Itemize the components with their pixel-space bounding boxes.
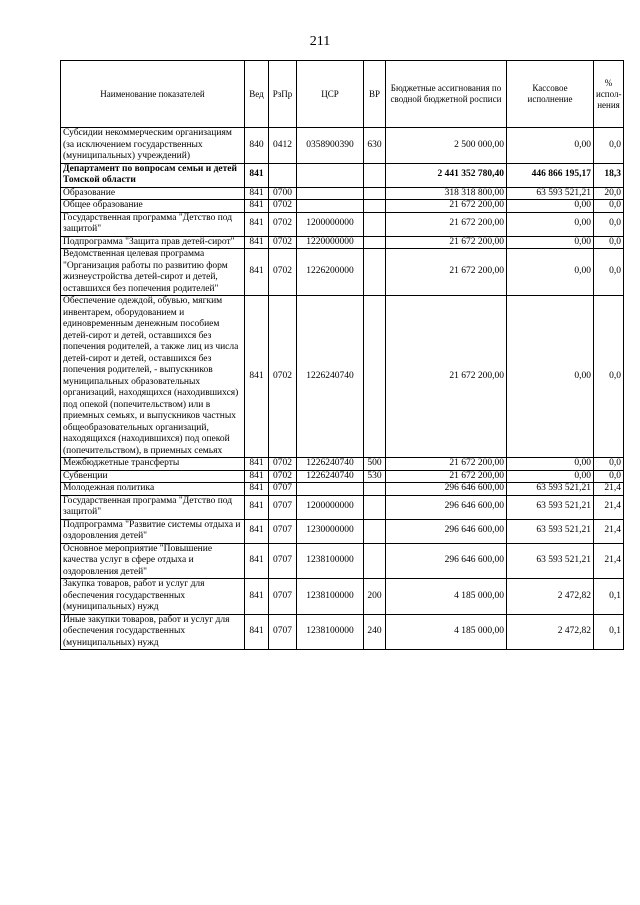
row-ved-cell: 841	[245, 483, 269, 496]
row-csr-cell: 1238100000	[297, 579, 364, 615]
row-name-cell: Государственная программа "Детство под защитой"	[61, 212, 245, 236]
budget-execution-table	[60, 60, 624, 650]
row-rzpr-cell: 0702	[269, 200, 297, 213]
row-ved-cell: 841	[245, 614, 269, 650]
row-vr-cell: 200	[364, 579, 386, 615]
row-cash-cell: 0,00	[507, 296, 594, 458]
row-csr-cell	[297, 187, 364, 200]
row-budget-cell: 21 672 200,00	[386, 296, 507, 458]
row-ved-cell: 841	[245, 200, 269, 213]
row-cash-cell: 63 593 521,21	[507, 543, 594, 579]
row-pct-cell: 0,0	[594, 236, 624, 249]
table-row	[61, 483, 624, 496]
row-pct-cell: 20,0	[594, 187, 624, 200]
row-pct-cell: 18,3	[594, 163, 624, 187]
row-vr-cell: 500	[364, 458, 386, 471]
row-csr-cell: 1226240740	[297, 470, 364, 483]
row-rzpr-cell: 0707	[269, 519, 297, 543]
row-rzpr-cell: 0700	[269, 187, 297, 200]
page-number: 211	[309, 34, 331, 49]
row-name-cell: Ведомственная целевая программа "Организация работы по развитию форм жизнеустройства детей-сирот и детей, оставшихся без попечения родителей"	[61, 249, 245, 296]
row-vr-cell	[364, 519, 386, 543]
row-vr-cell	[364, 495, 386, 519]
row-csr-cell: 1226240740	[297, 296, 364, 458]
table-row	[61, 470, 624, 483]
row-name-cell: Образование	[61, 187, 245, 200]
row-cash-cell: 63 593 521,21	[507, 495, 594, 519]
row-cash-cell: 0,00	[507, 200, 594, 213]
table-row	[61, 212, 624, 236]
row-name-cell: Субвенции	[61, 470, 245, 483]
row-ved-cell: 841	[245, 236, 269, 249]
row-vr-cell: 530	[364, 470, 386, 483]
row-name-cell: Молодежная политика	[61, 483, 245, 496]
row-vr-cell	[364, 212, 386, 236]
table-row	[61, 187, 624, 200]
row-budget-cell: 21 672 200,00	[386, 470, 507, 483]
row-rzpr-cell: 0702	[269, 212, 297, 236]
table-row	[61, 296, 624, 458]
row-csr-cell: 1230000000	[297, 519, 364, 543]
table-row	[61, 458, 624, 471]
table-row	[61, 519, 624, 543]
row-pct-cell: 0,0	[594, 200, 624, 213]
row-ved-cell: 841	[245, 519, 269, 543]
row-cash-cell: 0,00	[507, 458, 594, 471]
header-budget: Бюджетные ассигнования по сводной бюджетной росписи	[386, 61, 507, 128]
table-row	[61, 128, 624, 164]
row-vr-cell	[364, 200, 386, 213]
row-vr-cell	[364, 483, 386, 496]
row-csr-cell: 1226200000	[297, 249, 364, 296]
row-budget-cell: 21 672 200,00	[386, 458, 507, 471]
row-budget-cell: 2 441 352 780,40	[386, 163, 507, 187]
row-ved-cell: 841	[245, 458, 269, 471]
table-row	[61, 163, 624, 187]
row-vr-cell: 240	[364, 614, 386, 650]
row-csr-cell	[297, 483, 364, 496]
row-ved-cell: 840	[245, 128, 269, 164]
row-ved-cell: 841	[245, 187, 269, 200]
row-ved-cell: 841	[245, 495, 269, 519]
row-budget-cell: 21 672 200,00	[386, 236, 507, 249]
row-rzpr-cell: 0702	[269, 249, 297, 296]
row-rzpr-cell: 0707	[269, 614, 297, 650]
row-cash-cell: 63 593 521,21	[507, 483, 594, 496]
row-vr-cell	[364, 543, 386, 579]
row-budget-cell: 2 500 000,00	[386, 128, 507, 164]
row-csr-cell: 1200000000	[297, 495, 364, 519]
row-ved-cell: 841	[245, 470, 269, 483]
row-cash-cell: 0,00	[507, 249, 594, 296]
row-budget-cell: 21 672 200,00	[386, 200, 507, 213]
table-row	[61, 236, 624, 249]
header-vr: ВР	[364, 61, 386, 128]
row-pct-cell: 0,1	[594, 579, 624, 615]
header-cash: Кассовое исполнение	[507, 61, 594, 128]
row-pct-cell: 21,4	[594, 543, 624, 579]
row-cash-cell: 0,00	[507, 236, 594, 249]
row-pct-cell: 0,1	[594, 614, 624, 650]
row-rzpr-cell: 0707	[269, 495, 297, 519]
row-cash-cell: 0,00	[507, 212, 594, 236]
row-budget-cell: 4 185 000,00	[386, 579, 507, 615]
row-budget-cell: 4 185 000,00	[386, 614, 507, 650]
row-name-cell: Закупка товаров, работ и услуг для обеспечения государственных (муниципальных) нужд	[61, 579, 245, 615]
table-row	[61, 543, 624, 579]
row-rzpr-cell: 0702	[269, 470, 297, 483]
row-ved-cell: 841	[245, 212, 269, 236]
row-name-cell: Межбюджетные трансферты	[61, 458, 245, 471]
row-cash-cell: 2 472,82	[507, 579, 594, 615]
table-body	[61, 128, 624, 650]
row-rzpr-cell: 0707	[269, 579, 297, 615]
row-pct-cell: 0,0	[594, 249, 624, 296]
row-vr-cell: 630	[364, 128, 386, 164]
row-ved-cell: 841	[245, 543, 269, 579]
row-cash-cell: 0,00	[507, 470, 594, 483]
row-vr-cell	[364, 187, 386, 200]
header-name: Наименование показателей	[61, 61, 245, 128]
row-budget-cell: 296 646 600,00	[386, 483, 507, 496]
row-ved-cell: 841	[245, 163, 269, 187]
row-pct-cell: 21,4	[594, 519, 624, 543]
row-cash-cell: 0,00	[507, 128, 594, 164]
row-vr-cell	[364, 163, 386, 187]
row-pct-cell: 0,0	[594, 470, 624, 483]
row-name-cell: Департамент по вопросам семьи и детей Томской области	[61, 163, 245, 187]
row-csr-cell: 1226240740	[297, 458, 364, 471]
row-csr-cell: 1238100000	[297, 614, 364, 650]
row-rzpr-cell	[269, 163, 297, 187]
row-csr-cell: 1200000000	[297, 212, 364, 236]
row-rzpr-cell: 0707	[269, 483, 297, 496]
row-budget-cell: 21 672 200,00	[386, 212, 507, 236]
row-name-cell: Иные закупки товаров, работ и услуг для обеспечения государственных (муниципальных) нужд	[61, 614, 245, 650]
row-name-cell: Общее образование	[61, 200, 245, 213]
header-pct: % испол-нения	[594, 61, 624, 128]
row-budget-cell: 296 646 600,00	[386, 519, 507, 543]
row-budget-cell: 21 672 200,00	[386, 249, 507, 296]
row-name-cell: Субсидии некоммерческим организациям (за исключением государственных (муниципальных) учреждений)	[61, 128, 245, 164]
row-csr-cell: 1220000000	[297, 236, 364, 249]
row-csr-cell	[297, 200, 364, 213]
row-ved-cell: 841	[245, 249, 269, 296]
table-header-row	[61, 61, 624, 128]
row-name-cell: Подпрограмма "Защита прав детей-сирот"	[61, 236, 245, 249]
row-name-cell: Обеспечение одеждой, обувью, мягким инвентарем, оборудованием и единовременным денежным пособием детей-сирот и детей, оставшихся без попечения родителей, а также лиц из числа детей-сирот и детей, оставшихся без попечения родителей, - выпускников муниципальных образовательных организаций, находящихся (находившихся) под опекой (попечительством) или в приемных семьях, и выпускников частных общеобразовательных организаций, находящихся (находившихся) под опекой (попечительством), в приемных семьях	[61, 296, 245, 458]
row-rzpr-cell: 0702	[269, 296, 297, 458]
row-ved-cell: 841	[245, 579, 269, 615]
row-budget-cell: 296 646 600,00	[386, 543, 507, 579]
row-vr-cell	[364, 296, 386, 458]
row-name-cell: Основное мероприятие "Повышение качества услуг в сфере отдыха и оздоровления детей"	[61, 543, 245, 579]
row-cash-cell: 63 593 521,21	[507, 519, 594, 543]
row-pct-cell: 0,0	[594, 296, 624, 458]
row-pct-cell: 0,0	[594, 212, 624, 236]
row-pct-cell: 21,4	[594, 483, 624, 496]
header-csr: ЦСР	[297, 61, 364, 128]
table-row	[61, 249, 624, 296]
row-rzpr-cell: 0702	[269, 236, 297, 249]
header-ved: Вед	[245, 61, 269, 128]
row-pct-cell: 21,4	[594, 495, 624, 519]
table-row	[61, 614, 624, 650]
row-cash-cell: 2 472,82	[507, 614, 594, 650]
row-name-cell: Подпрограмма "Развитие системы отдыха и оздоровления детей"	[61, 519, 245, 543]
row-budget-cell: 296 646 600,00	[386, 495, 507, 519]
table-row	[61, 495, 624, 519]
row-ved-cell: 841	[245, 296, 269, 458]
row-cash-cell: 446 866 195,17	[507, 163, 594, 187]
row-vr-cell	[364, 236, 386, 249]
row-rzpr-cell: 0412	[269, 128, 297, 164]
row-csr-cell: 1238100000	[297, 543, 364, 579]
row-pct-cell: 0,0	[594, 128, 624, 164]
row-pct-cell: 0,0	[594, 458, 624, 471]
header-rzpr: РзПр	[269, 61, 297, 128]
row-csr-cell	[297, 163, 364, 187]
row-rzpr-cell: 0707	[269, 543, 297, 579]
row-csr-cell: 0358900390	[297, 128, 364, 164]
table-row	[61, 200, 624, 213]
row-rzpr-cell: 0702	[269, 458, 297, 471]
row-vr-cell	[364, 249, 386, 296]
row-name-cell: Государственная программа "Детство под защитой"	[61, 495, 245, 519]
table-row	[61, 579, 624, 615]
row-budget-cell: 318 318 800,00	[386, 187, 507, 200]
row-cash-cell: 63 593 521,21	[507, 187, 594, 200]
